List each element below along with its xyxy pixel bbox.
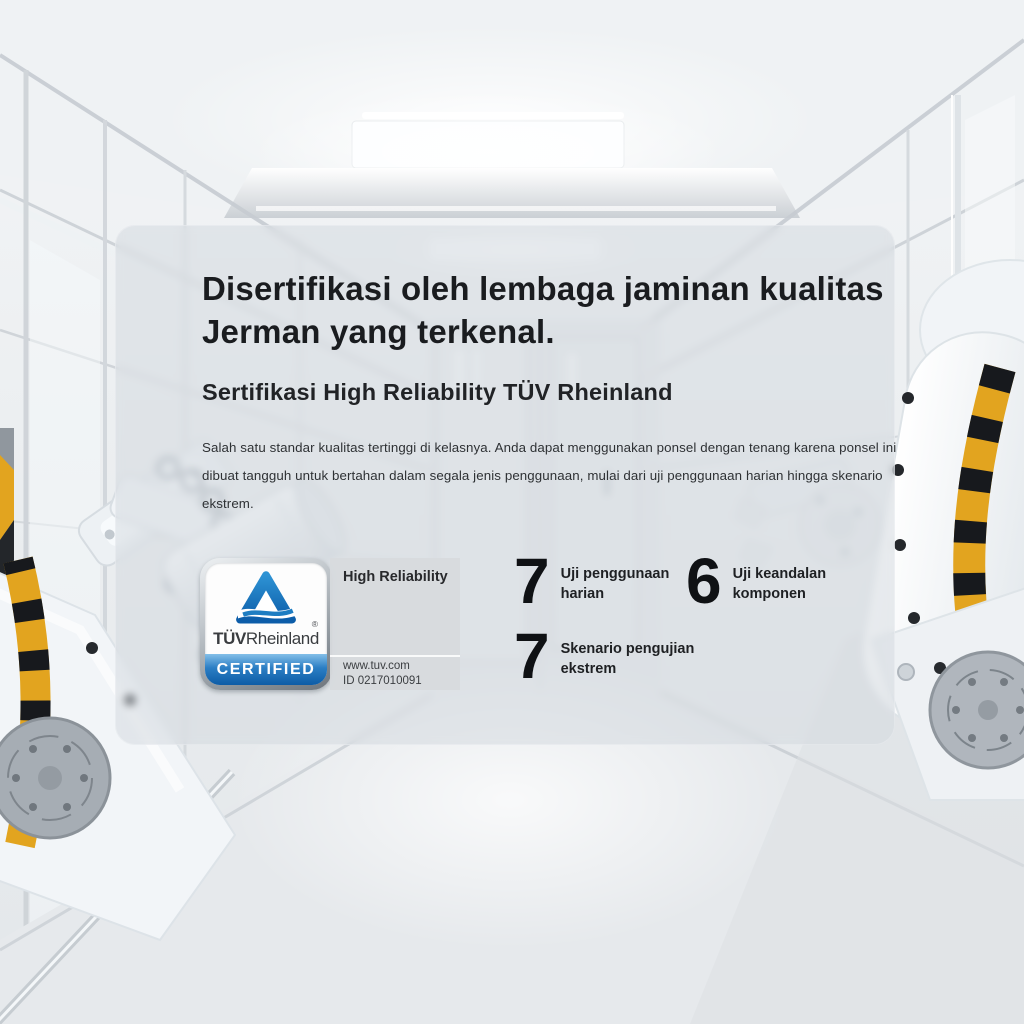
registered-trademark-mark: ® (311, 619, 318, 629)
certification-card (115, 225, 895, 745)
panel-meta (343, 659, 422, 688)
stat-value: 6 (686, 545, 721, 617)
stat-value: 7 (514, 620, 549, 692)
tuv-info-panel (330, 558, 460, 690)
stat-label-line1: Skenario pengujian (560, 641, 695, 657)
stat-extreme-test-scenarios (514, 620, 695, 692)
tuv-brand-bold: TÜV (213, 629, 246, 648)
page-title (202, 267, 895, 353)
tuv-url: www.tuv.com (343, 660, 410, 672)
description-text (202, 434, 902, 518)
left-arm-flange (0, 718, 110, 838)
tuv-certificate-id: ID 0217010091 (343, 674, 422, 687)
stat-label-line2: harian (560, 585, 605, 602)
certification-subtitle: Sertifikasi High Reliability TÜV Rheinland (202, 378, 673, 405)
tuv-rheinland-badge (200, 558, 332, 690)
panel-divider (330, 655, 460, 657)
stat-daily-usage-tests (514, 545, 670, 617)
page-title-line2: kualitas Jerman yang terkenal. (202, 270, 884, 351)
stat-label-line1: Uji penggunaan (560, 566, 670, 582)
certified-band: CERTIFIED (205, 654, 327, 685)
stat-component-reliability-tests (686, 545, 827, 617)
stat-label (561, 628, 695, 684)
stat-label-line2: komponen (732, 585, 806, 602)
tuv-badge-inner (205, 563, 327, 685)
tuv-brand-text (205, 629, 327, 649)
stat-value: 7 (514, 545, 549, 617)
stat-label-line2: ekstrem (560, 660, 617, 677)
stat-label (733, 553, 826, 609)
stat-label (561, 553, 670, 609)
description-line2: dibuat tangguh untuk bertahan dalam segala jenis penggunaan, mulai dari uji penggunaan harian hingga skenario ekstrem. (202, 468, 883, 512)
tuv-badge-frame (200, 558, 332, 690)
stat-label-line1: Uji keandalan (732, 566, 827, 582)
tuv-brand-rest: Rheinland (245, 629, 319, 648)
page-title-line1: Disertifikasi oleh lembaga jaminan (202, 270, 750, 308)
description-line1: Salah satu standar kualitas tertinggi di kelasnya. Anda dapat menggunakan ponsel dengan tenang karena ponsel ini (202, 440, 897, 456)
panel-title: High Reliability (343, 569, 448, 585)
tuv-triangle-icon (234, 570, 298, 626)
